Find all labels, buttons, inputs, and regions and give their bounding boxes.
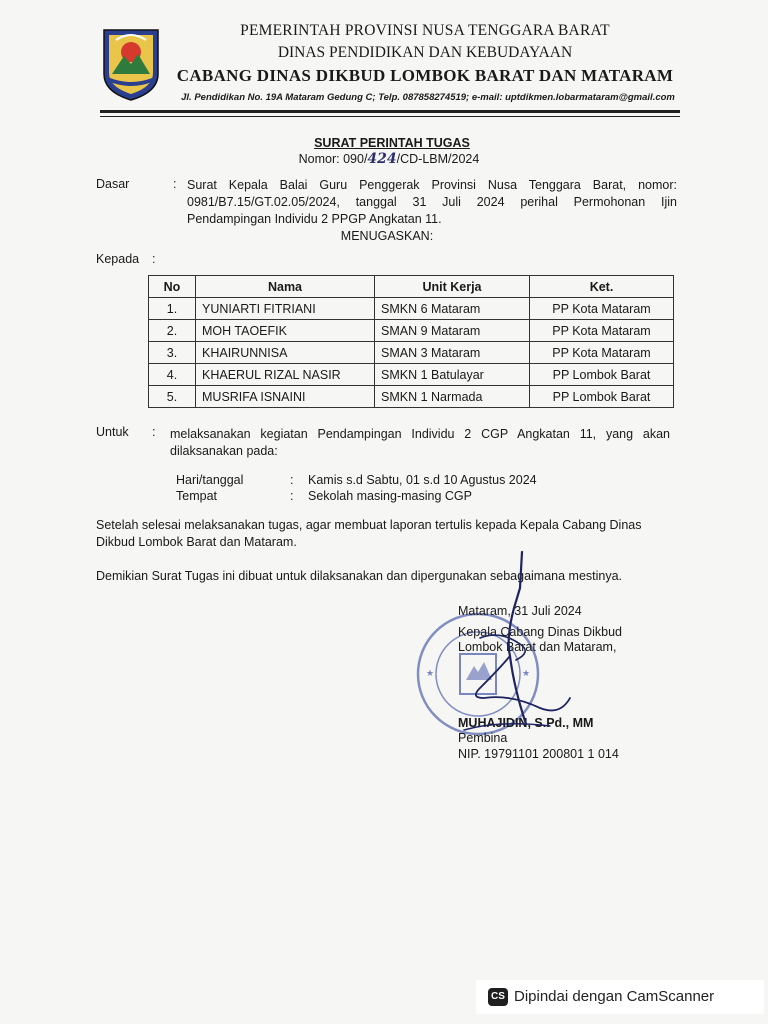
row-ket: PP Lombok Barat: [530, 364, 674, 386]
letterhead-branch: CABANG DINAS DIKBUD LOMBOK BARAT DAN MATARAM: [176, 66, 674, 85]
table-row: [149, 342, 674, 364]
provincial-emblem-icon: [100, 26, 162, 102]
kepada-colon: :: [152, 252, 156, 266]
svg-text:★: ★: [522, 669, 531, 679]
row-no: 1.: [149, 298, 196, 320]
sign-rank: Pembina: [458, 731, 508, 745]
letterhead-thick-rule: [100, 110, 680, 113]
dasar-text: Surat Kepala Balai Guru Penggerak Provinsi Nusa Tenggara Barat, nomor: 0981/B7.15/GT.02.05/2024, tanggal 31 Juli 2024 perihal Permohonan Ijin Pendampingan Individu 2 PPGP Angkatan 11.: [187, 178, 677, 226]
row-nama: KHAERUL RIZAL NASIR: [196, 364, 375, 386]
hari-label: Hari/tanggal: [176, 473, 244, 487]
document-title: SURAT PERINTAH TUGAS: [314, 136, 470, 150]
svg-text:★: ★: [426, 669, 435, 679]
letterhead-address: Jl. Pendidikan No. 19A Mataram Gedung C; Telp. 087858274519; e-mail: uptdikmen.lobarmataram@gmail.com: [181, 92, 675, 103]
header-nama: Nama: [196, 276, 375, 298]
row-ket: PP Lombok Barat: [530, 386, 674, 408]
number-handwritten: 424: [367, 151, 397, 167]
row-ket: PP Kota Mataram: [530, 298, 674, 320]
header-unit-kerja: Unit Kerja: [375, 276, 530, 298]
header-ket: Ket.: [530, 276, 674, 298]
row-nama: MUSRIFA ISNAINI: [196, 386, 375, 408]
row-no: 3.: [149, 342, 196, 364]
kepada-label: Kepada: [96, 252, 140, 266]
dasar-colon: :: [173, 177, 177, 191]
row-unit: SMKN 1 Batulayar: [375, 364, 530, 386]
row-ket: PP Kota Mataram: [530, 342, 674, 364]
assignee-table: [148, 275, 674, 408]
handwritten-signature-icon: [440, 548, 580, 738]
dasar-label: Dasar: [96, 177, 130, 191]
menugaskan-heading: MENUGASKAN:: [340, 229, 434, 243]
number-prefix: Nomor: 090/: [298, 152, 368, 166]
letterhead-thin-rule: [100, 116, 680, 117]
row-nama: KHAIRUNNISA: [196, 342, 375, 364]
paragraph-penutup: Demikian Surat Tugas ini dibuat untuk dilaksanakan dan dipergunakan sebagaimana mestinya.: [96, 569, 623, 583]
table-row: [149, 386, 674, 408]
row-nama: YUNIARTI FITRIANI: [196, 298, 375, 320]
row-unit: SMKN 6 Mataram: [375, 298, 530, 320]
header-no: No: [149, 276, 196, 298]
untuk-colon: :: [152, 425, 156, 439]
sign-nip: NIP. 19791101 200801 1 014: [458, 747, 619, 761]
hari-colon: :: [290, 473, 294, 487]
letterhead-department: DINAS PENDIDIKAN DAN KEBUDAYAAN: [277, 44, 573, 61]
row-unit: SMAN 9 Mataram: [375, 320, 530, 342]
sign-position-2: Lombok Barat dan Mataram,: [458, 640, 617, 654]
untuk-label: Untuk: [96, 425, 129, 439]
camscanner-logo-icon: CS: [488, 988, 508, 1006]
row-nama: MOH TAOEFIK: [196, 320, 375, 342]
sign-name: MUHAJIDIN, S.Pd., MM: [458, 716, 594, 730]
row-ket: PP Kota Mataram: [530, 320, 674, 342]
number-suffix: /CD-LBM/2024: [396, 152, 480, 166]
scanner-text: Dipindai dengan CamScanner: [514, 988, 715, 1005]
row-no: 4.: [149, 364, 196, 386]
sign-position-1: Kepala Cabang Dinas Dikbud: [458, 625, 622, 639]
table-row: [149, 320, 674, 342]
row-no: 5.: [149, 386, 196, 408]
row-unit: SMAN 3 Mataram: [375, 342, 530, 364]
row-unit: SMKN 1 Narmada: [375, 386, 530, 408]
table-row: [149, 298, 674, 320]
table-row: [149, 364, 674, 386]
tempat-value: Sekolah masing-masing CGP: [308, 489, 472, 503]
tempat-label: Tempat: [176, 489, 217, 503]
document-number: [0, 151, 768, 167]
paragraph-laporan: Setelah selesai melaksanakan tugas, agar membuat laporan tertulis kepada Kepala Cabang Dinas Dikbud Lombok Barat dan Mataram.: [96, 518, 642, 549]
letterhead-government: PEMERINTAH PROVINSI NUSA TENGGARA BARAT: [240, 22, 610, 39]
row-no: 2.: [149, 320, 196, 342]
sign-place-date: Mataram, 31 Juli 2024: [458, 604, 582, 618]
untuk-text: melaksanakan kegiatan Pendampingan Individu 2 CGP Angkatan 11, yang akan dilaksanakan pada:: [170, 427, 670, 458]
hari-value: Kamis s.d Sabtu, 01 s.d 10 Agustus 2024: [308, 473, 537, 487]
tempat-colon: :: [290, 489, 294, 503]
table-header-row: [149, 276, 674, 298]
